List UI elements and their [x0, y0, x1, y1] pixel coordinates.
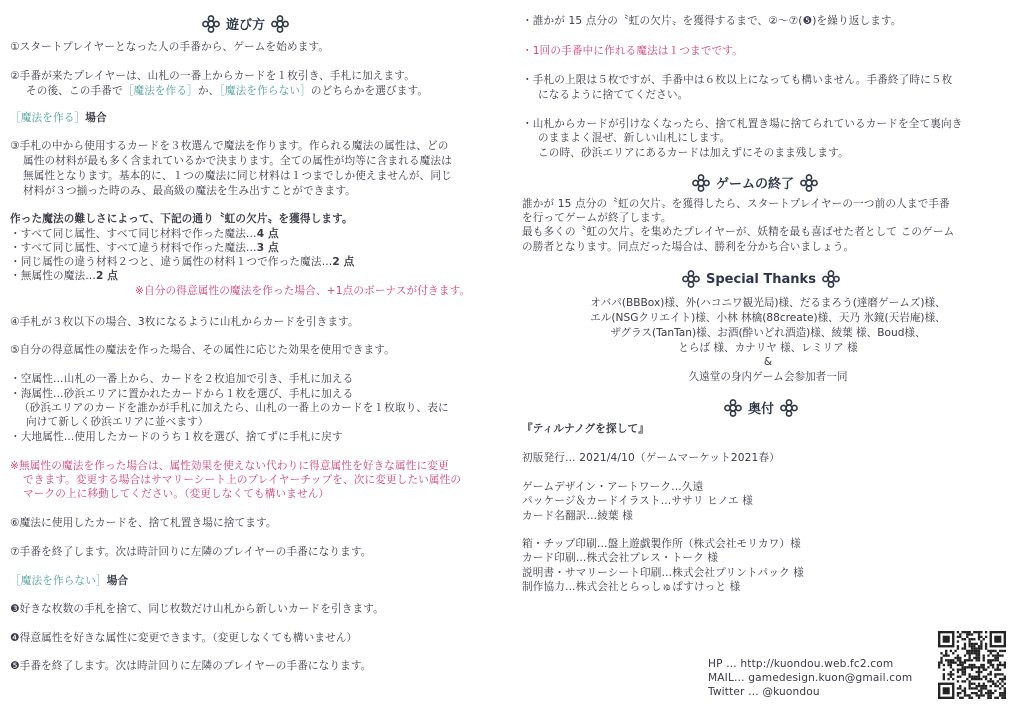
step-5: ⑤自分の得意属性の魔法を作った場合、その属性に応じた効果を使用できます。	[10, 344, 395, 356]
score-rule	[10, 255, 354, 269]
step-3-line: 無属性となります。基本的に、１つの魔法に同じ材料は１つまでしか使えませんが、同じ	[23, 170, 452, 182]
reshuffle-rule: この時、砂浜エリアにあるカードは加えずにそのまま残します。	[538, 147, 849, 159]
rule-points: 3 点	[256, 242, 279, 254]
heading-text: Special Thanks	[706, 271, 816, 287]
text: のどちらかを選びます。	[310, 85, 429, 97]
step-text: 得意属性を好きな属性に変更できます。（変更しなくても構いません）	[19, 632, 358, 644]
bonus-note: ※自分の得意属性の魔法を作った場合、+1点のボーナスが付きます。	[135, 285, 471, 297]
step-text: 好きな枚数の手札を捨て、同じ枚数だけ山札から新しいカードを引きます。	[19, 603, 384, 615]
credit-line: パッケージ＆カードイラスト…ササリ ヒノエ 様	[522, 495, 753, 507]
reshuffle-rule: のままよく混ぜ、新しい山札にします。	[538, 132, 731, 144]
step-text: 手番を終了します。次は時計回りに左隣のプレイヤーの手番になります。	[19, 660, 372, 672]
section-suffix: 場合	[106, 575, 129, 587]
step-6: ⑥魔法に使用したカードを、捨て札置き場に捨てます。	[10, 517, 277, 529]
text: その後、この手番で	[26, 85, 123, 97]
twitter-link[interactable]: Twitter … @kuondou	[708, 686, 820, 698]
step-4: ④手札が３枚以下の場合、3枚になるように山札からカードを引きます。	[10, 316, 359, 328]
rule-points: 4 点	[256, 228, 279, 240]
effect-sky: ・空属性…山札の一番上から、カードを２枚追加で引き、手札に加える	[10, 373, 354, 385]
knot-ornament-icon	[822, 270, 840, 288]
step-number: ❸	[10, 603, 20, 615]
step-3-line: 属性の材料が最も多く含まれているかで決まります。全ての属性が均等に含まれる魔法は	[23, 155, 452, 167]
rule-text: ・すべて同じ属性、すべて同じ材料で作った魔法…	[10, 228, 257, 240]
step-2-choice	[26, 84, 428, 98]
section-make-magic-title	[10, 111, 107, 125]
credit-line: 箱・チップ印刷…盤上遊戯製作所（株式会社モリカワ）様	[522, 538, 801, 550]
credit-line: カード名翻訳…綾葉 様	[522, 510, 633, 522]
email-link[interactable]: MAIL… gamedesign.kuon@gmail.com	[708, 672, 913, 684]
game-end-heading	[692, 173, 818, 192]
reshuffle-rule: ・山札からカードが引けなくなったら、捨て札置き場に捨てられているカードを全て裏向き	[522, 118, 963, 130]
thanks-line: とらば 様、カナリヤ 様、レミリア 様	[678, 342, 858, 354]
score-rule	[10, 227, 279, 241]
thanks-line: ザグラス(TanTan)様、お酒(酔いどれ酒造)様、綾葉 様、Boud様、	[610, 327, 926, 339]
text: か、	[197, 85, 220, 97]
thanks-line: オバパ(BBBox)様、外(ハコニワ観光局)様、だるまろう(達磨ゲームズ)様、	[590, 297, 946, 309]
knot-ornament-icon	[692, 174, 710, 192]
credit-line: ゲームデザイン・アートワーク…久遠	[522, 481, 704, 493]
step-7: ⑦手番を終了します。次は時計回りに左隣のプレイヤーの手番になります。	[10, 546, 372, 558]
heading-text: 奥付	[748, 402, 775, 417]
score-rule	[10, 269, 118, 283]
option-no-magic: ［魔法を作らない］	[219, 85, 311, 97]
null-attr-note: ※無属性の魔法を作った場合は、属性効果を使えない代わりに得意属性を好きな属性に変更	[10, 460, 449, 472]
rule-points: 2 点	[95, 270, 119, 282]
colophon-heading	[724, 398, 798, 417]
homepage-link[interactable]: HP … http://kuondou.web.fc2.com	[708, 658, 894, 670]
section-label: ［魔法を作る］	[10, 112, 86, 124]
knot-ornament-icon	[724, 399, 742, 417]
knot-ornament-icon	[682, 270, 700, 288]
section-label: ［魔法を作らない］	[10, 575, 107, 587]
rule-text: ・すべて同じ属性、すべて違う材料で作った魔法…	[10, 242, 257, 254]
step-3-line: 材料が３つ揃った時のみ、最高級の魔法を生み出すことができます。	[23, 185, 356, 197]
knot-ornament-icon	[800, 174, 818, 192]
score-rule-heading: 作った魔法の難しさによって、下記の通り〝虹の欠片〟を獲得します。	[10, 213, 353, 225]
alt-step-3	[10, 602, 384, 616]
end-text: の勝者となります。同点だった場合は、勝利を分かち合いましょう。	[522, 241, 855, 253]
step-1: ①スタートプレイヤーとなった人の手番から、ゲームを始めます。	[10, 41, 330, 53]
end-text: 最も多くの〝虹の欠片〟を集めたプレイヤーが、妖精を最も喜ばせた者として このゲーム	[522, 226, 955, 238]
thanks-line: エル(NSGクリエイト)様、小林 林檎(88create)様、天乃 氷鏡(天岩庵)様、	[590, 312, 946, 324]
alt-step-4	[10, 631, 357, 645]
effect-sea: ・海属性…砂浜エリアに置かれたカードから１枚を選び、手札に加える	[10, 388, 354, 400]
knot-ornament-icon	[271, 15, 289, 33]
qr-code-icon[interactable]	[938, 631, 1006, 699]
release-date: 初版発行… 2021/4/10（ゲームマーケット2021春）	[522, 452, 780, 464]
rule-text: ・同じ属性の違う材料２つと、違う属性の材料１つで作った魔法…	[10, 256, 333, 268]
null-attr-note: マークの上に移動してください。（変更しなくても構いません）	[23, 488, 330, 500]
null-attr-note: できます。変更する場合はサマリーシート上のプレイヤーチップを、次に変更したい属性の	[23, 474, 462, 486]
credit-line: 説明書・サマリーシート印刷…株式会社プリントパック 様	[522, 567, 805, 579]
thanks-ampersand: &	[763, 356, 773, 368]
how-to-play-heading	[202, 14, 289, 33]
repeat-rule: ・誰かが 15 点分の〝虹の欠片〟を獲得するまで、②～⑦(❺)を繰り返します。	[522, 15, 902, 27]
step-3-line: ③手札の中から使用するカードを３枚選んで魔法を作ります。作られる魔法の属性は、どの	[10, 140, 449, 152]
hand-limit-rule: ・手札の上限は５枚ですが、手番中は６枚以上になっても構いません。手番終了時に５枚	[522, 74, 953, 86]
credit-line: カード印刷…株式会社プレス・トーク 様	[522, 552, 719, 564]
special-thanks-heading	[682, 270, 840, 288]
heading-text: ゲームの終了	[716, 177, 795, 192]
rule-points: 2 点	[332, 256, 355, 268]
step-2: ②手番が来たプレイヤーは、山札の一番上からカードを１枚引き、手札に加えます。	[10, 70, 415, 82]
game-title: 『ティルナノグを探して』	[522, 423, 650, 435]
credit-line: 制作協力…株式会社とらっしゅぱすけっと 様	[522, 581, 741, 593]
one-magic-rule: ・1回の手番中に作れる魔法は１つまでです。	[522, 45, 743, 57]
knot-ornament-icon	[202, 15, 220, 33]
section-no-magic-title	[10, 574, 128, 588]
thanks-line: 久遠堂の身内ゲーム会参加者一同	[688, 371, 848, 383]
knot-ornament-icon	[780, 399, 798, 417]
end-text: を行ってゲームが終了します。	[522, 212, 672, 224]
step-number: ❺	[10, 660, 20, 672]
score-rule	[10, 241, 279, 255]
alt-step-5	[10, 659, 372, 673]
step-number: ❹	[10, 632, 20, 644]
hand-limit-rule: になるように捨ててください。	[538, 89, 689, 101]
section-suffix: 場合	[85, 112, 107, 124]
rule-text: ・無属性の魔法…	[10, 270, 96, 282]
effect-sea-note: 向けて新しく砂浜エリアに並べます）	[26, 416, 209, 428]
effect-sea-note: （砂浜エリアのカードを誰かが手札に加えたら、山札の一番上のカードを１枚取り、表に	[19, 402, 449, 414]
end-text: 誰かが 15 点分の〝虹の欠片〟を獲得したら、スタートプレイヤーの一つ前の人まで手番	[522, 198, 950, 210]
heading-text: 遊び方	[226, 18, 266, 33]
option-make-magic: ［魔法を作る］	[122, 85, 198, 97]
effect-earth: ・大地属性…使用したカードのうち１枚を選び、捨てずに手札に戻す	[10, 431, 343, 443]
